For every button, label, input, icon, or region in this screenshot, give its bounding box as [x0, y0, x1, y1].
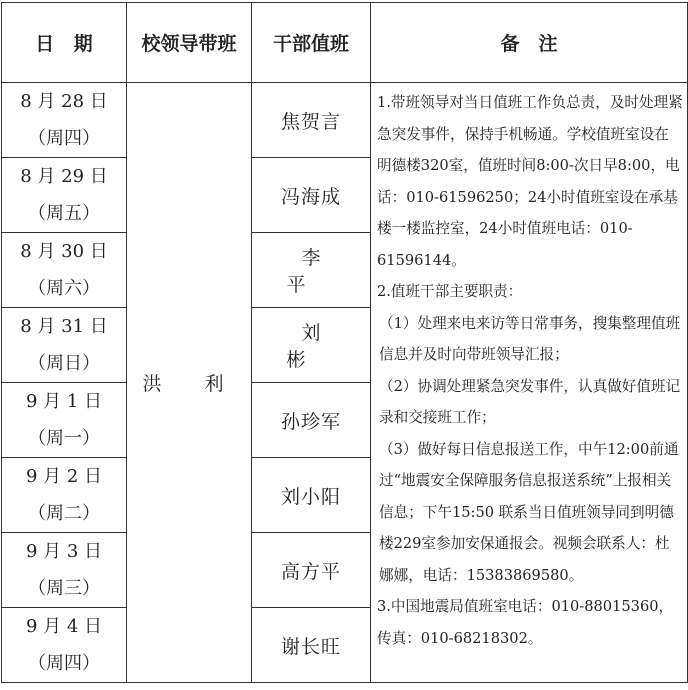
- note-item: 3.中国地震局值班室电话：010-88015360，传真：010-68218302。: [377, 598, 674, 647]
- leader-cell: 洪 利: [127, 83, 252, 683]
- cadre-cell: 高方平: [252, 533, 371, 608]
- note-item: （3）做好每日信息报送工作，中午12:00前通过“地震安全保障服务信息报送系统”上报相关信息；下午15:50 联系当日值班领导同到明德楼229室参加安保通报会。视频会联系人：杜娜娜，电话：15383869580。: [379, 440, 679, 584]
- header-row: [2, 3, 688, 83]
- header-leader: 校领导带班: [127, 3, 252, 83]
- weekday-text: （周四）: [28, 128, 100, 149]
- date-text: 9 月 3 日: [25, 541, 103, 562]
- note-item: 2.值班干部主要职责：: [377, 283, 523, 300]
- cadre-cell: 焦贺言: [252, 83, 371, 158]
- notes-cell: [371, 83, 688, 683]
- duty-roster-table: [1, 2, 688, 683]
- header-date: 日 期: [2, 3, 127, 83]
- header-notes: 备 注: [371, 3, 688, 83]
- date-text: 9 月 2 日: [25, 466, 103, 487]
- cadre-cell: 刘小阳: [252, 458, 371, 533]
- table-row: [2, 83, 688, 158]
- weekday-text: （周四）: [28, 653, 100, 674]
- date-cell: [2, 608, 127, 683]
- date-cell: [2, 233, 127, 308]
- cadre-cell: 孙珍军: [252, 383, 371, 458]
- weekday-text: （周六）: [28, 278, 100, 299]
- date-text: 8 月 28 日: [20, 91, 108, 112]
- weekday-text: （周二）: [28, 503, 100, 524]
- weekday-text: （周三）: [28, 578, 100, 599]
- cadre-cell: 李 平: [252, 233, 371, 308]
- date-cell: [2, 533, 127, 608]
- cadre-cell: 冯海成: [252, 158, 371, 233]
- cadre-cell: 谢长旺: [252, 608, 371, 683]
- date-text: 8 月 29 日: [20, 166, 108, 187]
- date-cell: [2, 383, 127, 458]
- date-text: 9 月 4 日: [25, 616, 103, 637]
- date-cell: [2, 158, 127, 233]
- note-item: 1.带班领导对当日值班工作负总责，及时处理紧急突发事件，保持手机畅通。学校值班室设在明德楼320室，值班时间8:00-次日早8:00，电话：010-61596250；24小时值班室设在承基楼一楼监控室，24小时值班电话：010-61596144。: [377, 94, 683, 269]
- date-cell: [2, 308, 127, 383]
- cadre-cell: 刘 彬: [252, 308, 371, 383]
- date-text: 8 月 30 日: [20, 241, 108, 262]
- date-text: 9 月 1 日: [25, 391, 103, 412]
- date-text: 8 月 31 日: [20, 316, 108, 337]
- date-cell: [2, 83, 127, 158]
- header-cadre: 干部值班: [252, 3, 371, 83]
- note-item: （2）协调处理紧急突发事件，认真做好值班记录和交接班工作；: [379, 377, 681, 426]
- note-item: （1）处理来电来访等日常事务，搜集整理值班信息并及时向带班领导汇报；: [379, 314, 681, 363]
- weekday-text: （周五）: [28, 203, 100, 224]
- weekday-text: （周一）: [28, 428, 100, 449]
- date-cell: [2, 458, 127, 533]
- weekday-text: （周日）: [28, 353, 100, 374]
